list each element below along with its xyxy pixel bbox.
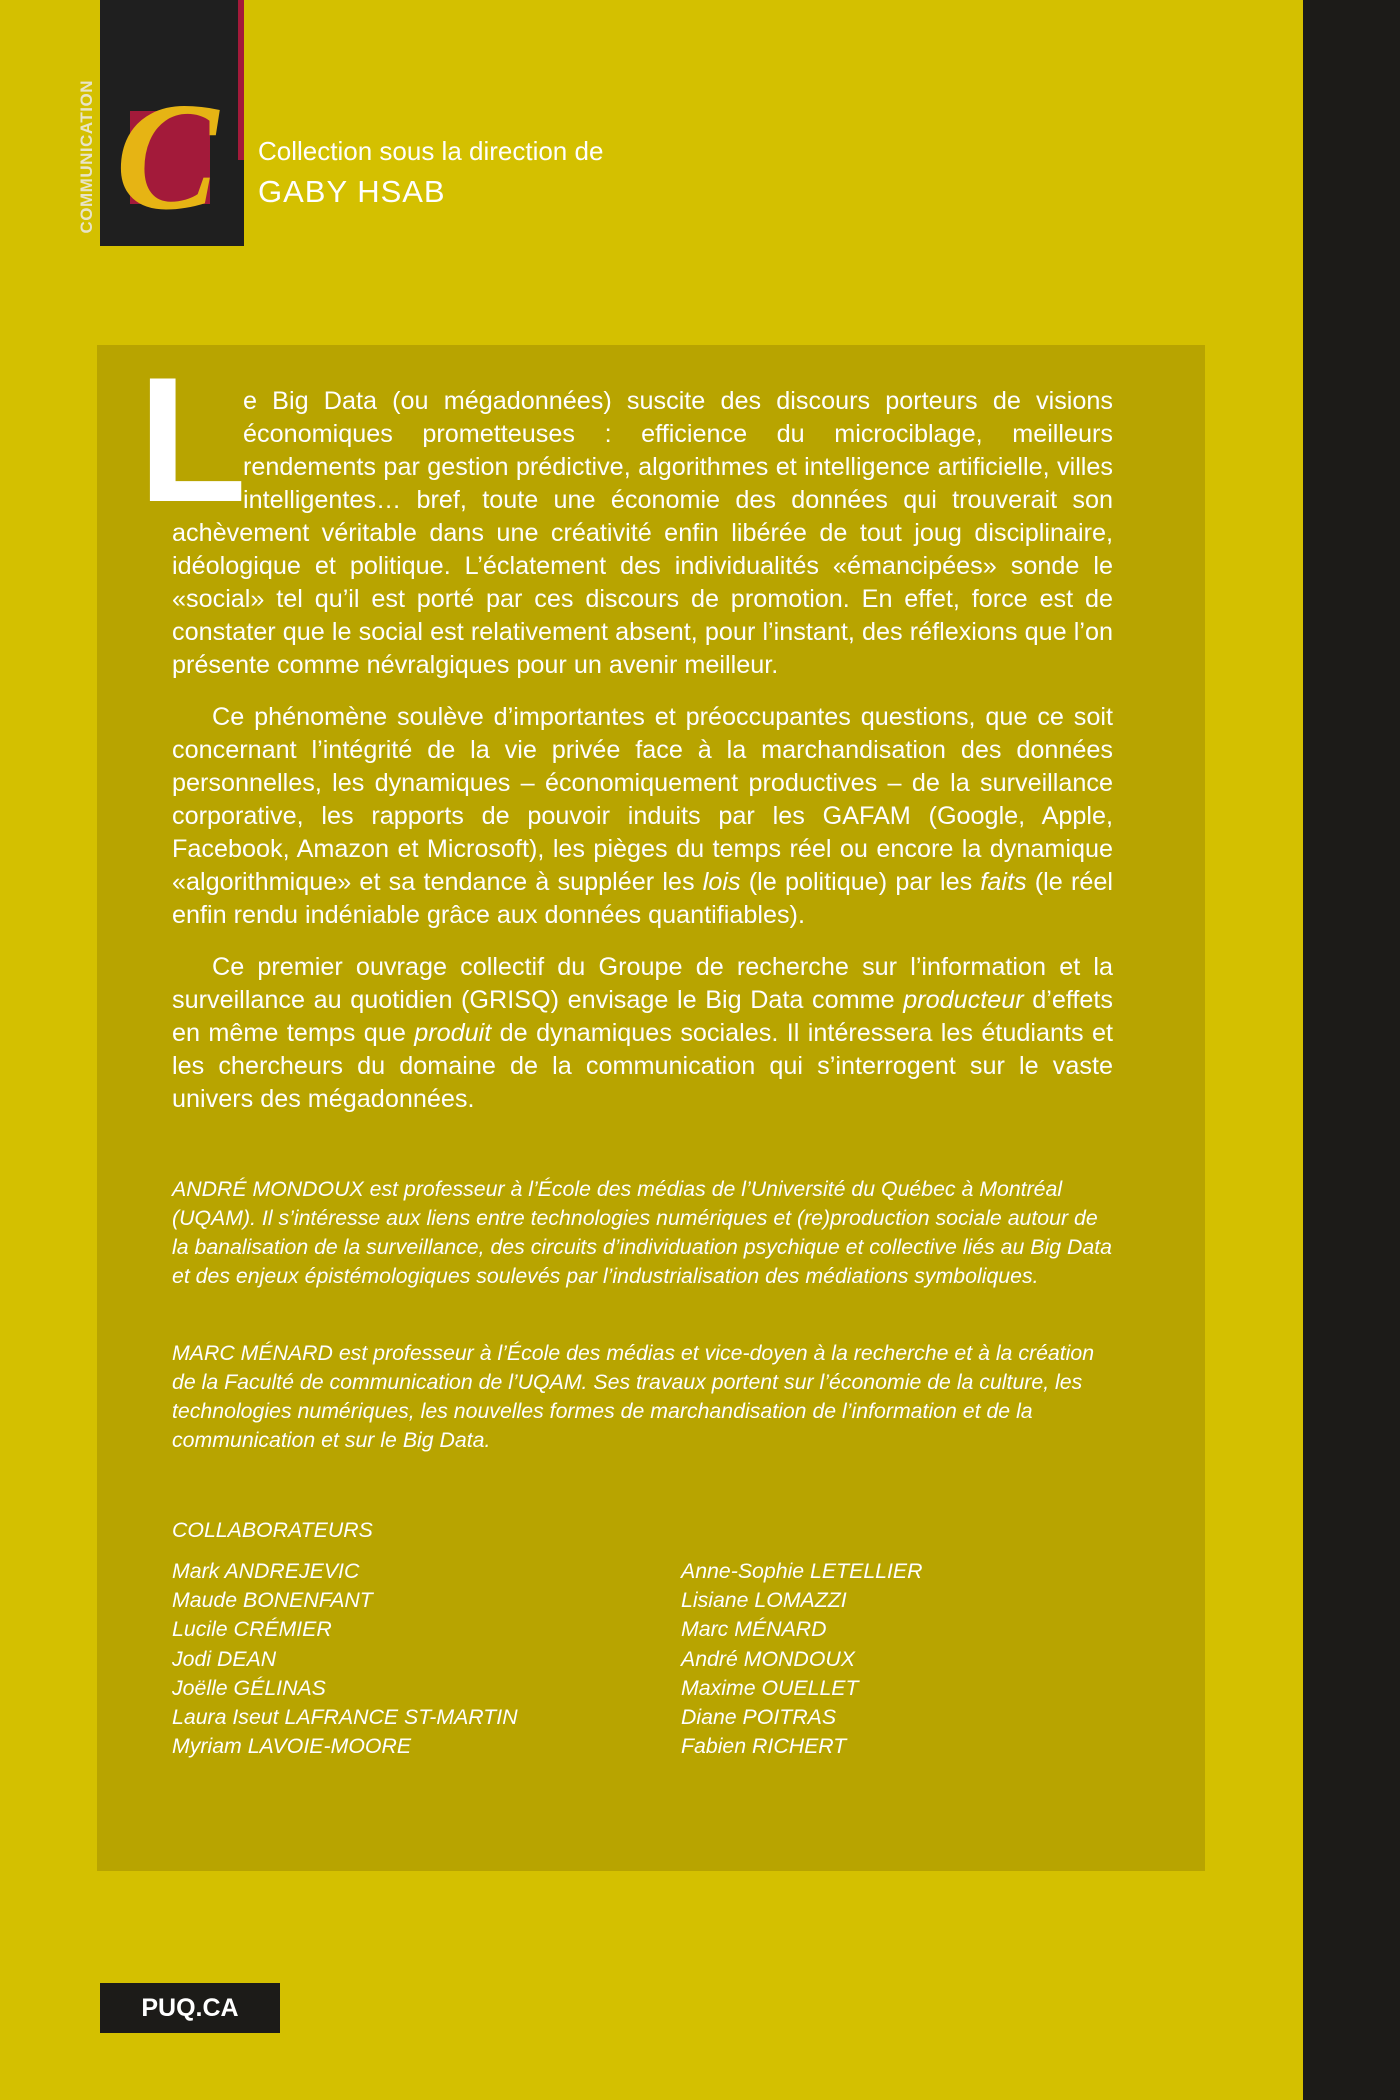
collaborator-name: Marc MÉNARD (681, 1617, 827, 1642)
paragraph-2-text-a: Ce phénomène soulève d’importantes et préoccupantes questions, que ce soit concernant l’intégrité de la vie privée face à la marchandisation des données personnelles, les dynamiques – économiquement productives – de la surveillance corporative, les rapports de pouvoir induits par les GAFAM (Google, Apple, Facebook, Amazon et Microsoft), les pièges du temps réel ou encore la dynamique «algorithmique» et sa tendance à suppléer les (172, 703, 1113, 896)
paragraph-3-text-c: de dynamiques sociales. Il intéressera les étudiants et les chercheurs du domaine de la communication qui s’interrogent sur le vaste univers des mégadonnées. (172, 1019, 1113, 1113)
collaborator-name: Jodi DEAN (172, 1646, 277, 1671)
paragraph-2-text-b: (le politique) par les (740, 868, 981, 896)
collection-vertical-label: COMMUNICATION (77, 80, 96, 234)
collaborator-name: Anne-Sophie LETELLIER (681, 1559, 923, 1583)
logo-red-line (238, 0, 244, 160)
book-spine (1303, 0, 1400, 2100)
collaborator-name: Lisiane LOMAZZI (681, 1588, 847, 1613)
paragraph-3 (172, 951, 1113, 1116)
publisher-link[interactable]: PUQ.CA (100, 1983, 280, 2033)
paragraph-3-emphasis-producteur: producteur (903, 986, 1024, 1014)
collaborator-name: Joëlle GÉLINAS (172, 1675, 326, 1700)
paragraph-3-text-a: Ce premier ouvrage collectif du Groupe de recherche sur l’information et la surveillance au quotidien (GRISQ) envisage le Big Data comme (172, 953, 1113, 1014)
author-bio-menard: MARC MÉNARD est professeur à l’École des médias et vice-doyen à la recherche et à la création de la Faculté de communication de l’UQAM. Ses travaux portent sur l’économie de la culture, les technologies numériques, les nouvelles formes de marchandisation de l’information et de la communication et sur le Big Data. (172, 1341, 1095, 1452)
collaborator-name: Maude BONENFANT (172, 1588, 373, 1613)
collaborators-title: COLLABORATEURS (172, 1518, 373, 1542)
paragraph-2-emphasis-faits: faits (980, 868, 1027, 896)
collaborator-name: Fabien RICHERT (681, 1734, 847, 1759)
paragraph-3-emphasis-produit: produit (414, 1019, 492, 1047)
collaborator-name: Lucile CRÉMIER (172, 1617, 332, 1642)
collaborator-name: Laura Iseut LAFRANCE ST-MARTIN (172, 1705, 518, 1730)
collaborator-name: Mark ANDREJEVIC (172, 1559, 360, 1583)
author-bio-mondoux: ANDRÉ MONDOUX est professeur à l’École des médias de l’Université du Québec à Montréal (UQAM). Il s’intéresse aux liens entre technologies numériques et (re)production sociale autour de la banalisation de la surveillance, des circuits d’individuation psychique et collective liés au Big Data et des enjeux épistémologiques soulevés par l’industrialisation des médiations symboliques. (172, 1177, 1112, 1288)
paragraph-2 (172, 701, 1113, 932)
collaborator-name: André MONDOUX (681, 1646, 855, 1671)
collaborators-right-list (681, 1557, 923, 1761)
collection-intro: Collection sous la direction de (258, 136, 604, 166)
collaborator-name: Myriam LAVOIE-MOORE (172, 1734, 412, 1759)
collaborators-left-list (172, 1557, 518, 1761)
paragraph-1-opening: e Big Data (ou mégadonnées) suscite des discours porteurs de visions économiques prometteuses : efficience du microciblage, meilleurs rendements par gestion prédictive, algorithmes et intelligence artificielle, villes intelligentes… bref, toute une économie des données qui trouverait son (243, 387, 1113, 514)
collection-director: GABY HSAB (258, 174, 446, 209)
paragraph-1-continued: achèvement véritable dans une créativité enfin libérée de tout joug disciplinaire, idéologique et politique. L’éclatement des individualités «émancipées» sonde le «social» tel qu’il est porté par ces discours de promotion. En effet, force est de constater que le social est relativement absent, pour l’instant, des réflexions que l’on présente comme névralgiques pour un avenir meilleur. (172, 519, 1113, 679)
collaborator-name: Maxime OUELLET (681, 1675, 859, 1700)
collection-logo-icon: C (115, 72, 219, 242)
paragraph-3-text-b: d’effets en même temps que (172, 986, 1113, 1047)
drop-cap: L (138, 340, 247, 539)
collaborator-name: Diane POITRAS (681, 1705, 837, 1730)
paragraph-2-emphasis-lois: lois (702, 868, 741, 896)
paragraph-2-text-c: (le réel enfin rendu indéniable grâce aux données quantifiables). (172, 868, 1113, 929)
